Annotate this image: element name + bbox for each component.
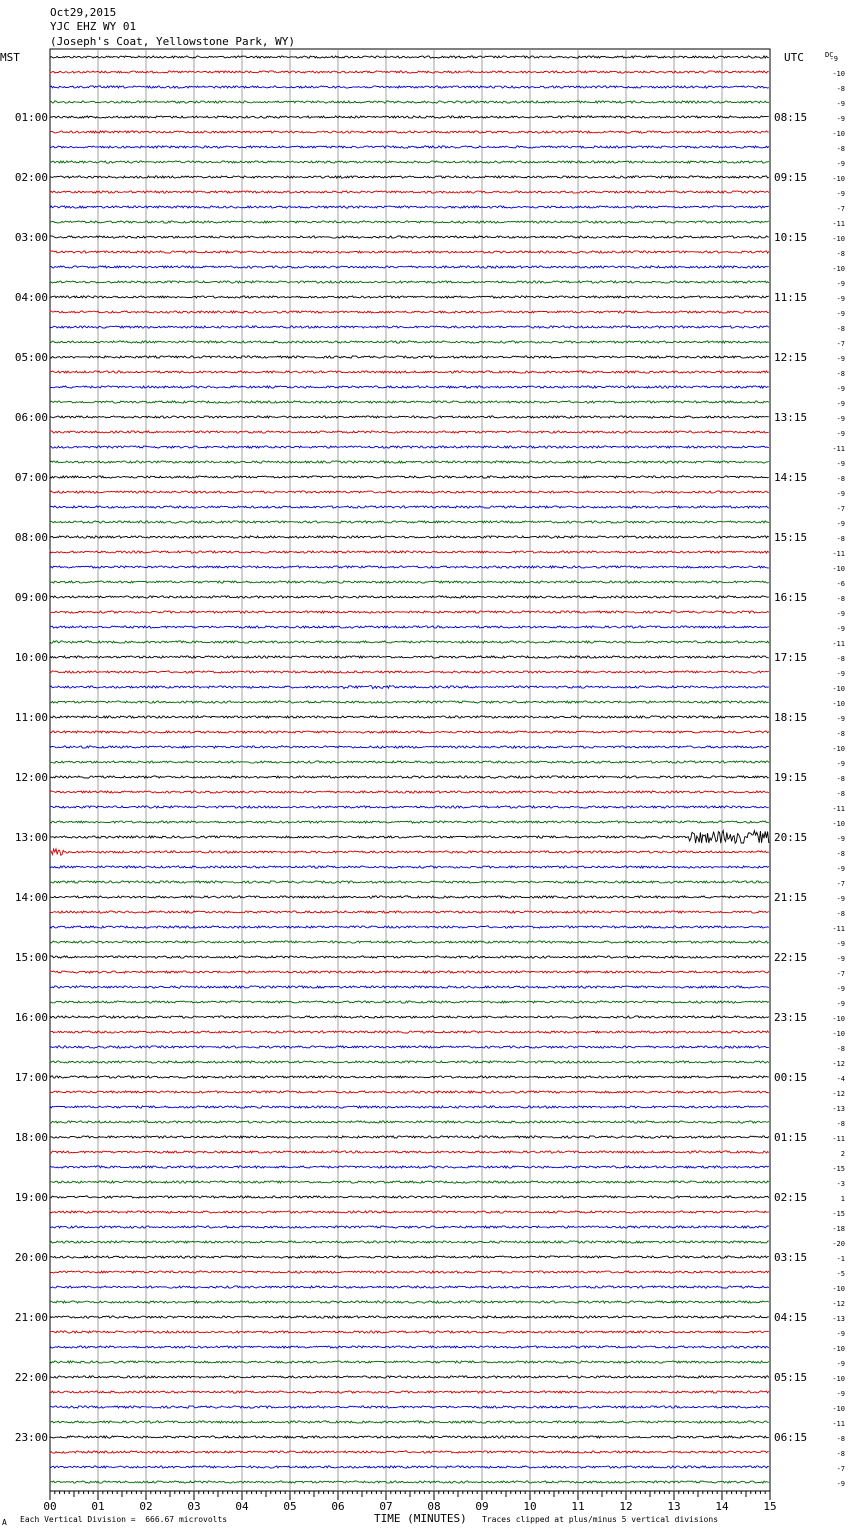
seismic-trace bbox=[50, 116, 769, 118]
x-tick-label: 13 bbox=[667, 1500, 681, 1513]
seismic-trace bbox=[50, 146, 769, 148]
dc-offset-label: -11 bbox=[832, 805, 845, 813]
mst-hour-label: 09:00 bbox=[14, 591, 48, 604]
x-tick-label: 03 bbox=[187, 1500, 201, 1513]
seismic-trace bbox=[50, 1001, 769, 1003]
dc-offset-label: -11 bbox=[832, 925, 845, 933]
dc-offset-label: -10 bbox=[832, 130, 845, 138]
utc-hour-label: 14:15 bbox=[774, 471, 808, 484]
seismic-trace bbox=[50, 911, 769, 913]
utc-hour-label: 21:15 bbox=[774, 891, 808, 904]
dc-offset-label: -9 bbox=[836, 625, 845, 633]
seismic-trace bbox=[50, 926, 769, 928]
seismic-trace bbox=[50, 521, 769, 523]
seismic-trace bbox=[50, 1016, 769, 1018]
dc-offset-label: -9 bbox=[836, 955, 845, 963]
x-tick-label: 09 bbox=[475, 1500, 489, 1513]
dc-offset-label: -11 bbox=[832, 445, 845, 453]
seismic-trace bbox=[50, 1436, 769, 1438]
dc-offset-label: -9 bbox=[836, 430, 845, 438]
dc-offset-label: -9 bbox=[836, 1000, 845, 1008]
utc-hour-label: 05:15 bbox=[774, 1371, 808, 1384]
seismic-trace bbox=[50, 941, 769, 943]
mst-hour-label: 08:00 bbox=[14, 531, 48, 544]
dc-offset-label: -7 bbox=[836, 505, 845, 513]
seismic-trace bbox=[50, 746, 769, 748]
seismic-trace bbox=[50, 386, 769, 388]
utc-hour-label: 10:15 bbox=[774, 231, 808, 244]
seismic-trace bbox=[50, 656, 769, 658]
seismic-trace bbox=[50, 281, 769, 283]
mst-hour-label: 23:00 bbox=[14, 1431, 48, 1444]
dc-offset-label: -8 bbox=[836, 85, 845, 93]
dc-offset-label: -8 bbox=[836, 1450, 845, 1458]
dc-offset-label: -8 bbox=[836, 850, 845, 858]
dc-offset-label: -15 bbox=[832, 1165, 845, 1173]
seismic-trace bbox=[50, 1061, 769, 1063]
mst-hour-label: 13:00 bbox=[14, 831, 48, 844]
dc-offset-label: -12 bbox=[832, 1060, 845, 1068]
seismic-trace bbox=[50, 881, 769, 883]
mst-hour-label: 19:00 bbox=[14, 1191, 48, 1204]
dc-offset-label: -10 bbox=[832, 1285, 845, 1293]
mst-hour-label: 20:00 bbox=[14, 1251, 48, 1264]
dc-offset-label: -9 bbox=[836, 385, 845, 393]
dc-offset-label: -9 bbox=[836, 355, 845, 363]
seismic-trace bbox=[50, 1121, 769, 1123]
dc-offset-label: -10 bbox=[832, 70, 845, 78]
seismic-trace bbox=[50, 101, 769, 103]
dc-offset-label: -9 bbox=[836, 460, 845, 468]
dc-offset-label: -13 bbox=[832, 1315, 845, 1323]
dc-offset-label: -9 bbox=[836, 1480, 845, 1488]
seismic-trace bbox=[50, 1091, 769, 1093]
dc-offset-label: -9 bbox=[836, 490, 845, 498]
dc-offset-label: -11 bbox=[832, 220, 845, 228]
dc-offset-label: -10 bbox=[832, 1345, 845, 1353]
mst-hour-label: 22:00 bbox=[14, 1371, 48, 1384]
dc-offset-label: -12 bbox=[832, 1090, 845, 1098]
dc-offset-label: -4 bbox=[836, 1075, 845, 1083]
seismic-trace bbox=[50, 581, 769, 583]
dc-offset-label: -7 bbox=[836, 880, 845, 888]
dc-offset-label: -8 bbox=[836, 730, 845, 738]
seismic-trace bbox=[50, 831, 769, 844]
dc-offset-label: -9 bbox=[829, 55, 838, 63]
seismic-trace bbox=[50, 849, 769, 856]
x-tick-label: 01 bbox=[91, 1500, 105, 1513]
seismic-trace bbox=[50, 776, 769, 778]
seismic-trace bbox=[50, 761, 769, 763]
seismic-trace bbox=[50, 416, 769, 418]
dc-offset-label: 2 bbox=[840, 1150, 845, 1158]
utc-hour-label: 12:15 bbox=[774, 351, 808, 364]
seismic-trace bbox=[50, 296, 769, 298]
seismic-trace bbox=[50, 506, 769, 508]
seismic-trace bbox=[50, 1421, 769, 1423]
seismic-trace bbox=[50, 701, 769, 703]
seismic-trace bbox=[50, 461, 769, 463]
seismic-trace bbox=[50, 626, 769, 628]
dc-offset-label: -9 bbox=[836, 400, 845, 408]
utc-hour-label: 13:15 bbox=[774, 411, 808, 424]
mst-hour-label: 01:00 bbox=[14, 111, 48, 124]
seismic-trace bbox=[50, 1451, 769, 1453]
dc-offset-label: -11 bbox=[832, 640, 845, 648]
utc-hour-label: 16:15 bbox=[774, 591, 808, 604]
dc-offset-label: -9 bbox=[836, 280, 845, 288]
dc-offset-label: -10 bbox=[832, 700, 845, 708]
utc-hour-label: 08:15 bbox=[774, 111, 808, 124]
x-tick-label: 12 bbox=[619, 1500, 633, 1513]
seismic-trace bbox=[50, 56, 769, 58]
mst-hour-label: 05:00 bbox=[14, 351, 48, 364]
seismic-trace bbox=[50, 1301, 769, 1303]
seismic-trace bbox=[50, 1106, 769, 1108]
seismic-trace bbox=[50, 401, 769, 403]
x-tick-label: 00 bbox=[43, 1500, 57, 1513]
seismic-trace bbox=[50, 596, 769, 598]
right-timezone-label: UTC bbox=[784, 51, 804, 64]
seismic-trace bbox=[50, 551, 769, 553]
plot-date: Oct29,2015 bbox=[50, 6, 117, 19]
dc-offset-label: -8 bbox=[836, 145, 845, 153]
mst-hour-label: 04:00 bbox=[14, 291, 48, 304]
dc-offset-label: -12 bbox=[832, 1300, 845, 1308]
seismic-trace bbox=[50, 161, 769, 163]
mst-hour-label: 03:00 bbox=[14, 231, 48, 244]
x-tick-label: 11 bbox=[571, 1500, 585, 1513]
seismic-trace bbox=[50, 1271, 769, 1273]
seismic-trace bbox=[50, 1196, 769, 1198]
x-tick-label: 10 bbox=[523, 1500, 537, 1513]
utc-hour-label: 04:15 bbox=[774, 1311, 808, 1324]
dc-offset-label: -9 bbox=[836, 1330, 845, 1338]
dc-offset-label: -9 bbox=[836, 295, 845, 303]
x-tick-label: 05 bbox=[283, 1500, 297, 1513]
utc-hour-label: 11:15 bbox=[774, 291, 808, 304]
x-tick-label: 07 bbox=[379, 1500, 393, 1513]
seismic-trace bbox=[50, 1391, 769, 1393]
seismic-trace bbox=[50, 566, 769, 568]
seismic-trace bbox=[50, 1076, 769, 1078]
mst-hour-label: 16:00 bbox=[14, 1011, 48, 1024]
seismic-trace bbox=[50, 791, 769, 793]
dc-offset-label: -8 bbox=[836, 595, 845, 603]
dc-offset-label: -8 bbox=[836, 370, 845, 378]
utc-hour-label: 01:15 bbox=[774, 1131, 808, 1144]
corner-mark: A bbox=[2, 1518, 7, 1527]
dc-offset-label: -9 bbox=[836, 610, 845, 618]
dc-offset-label: -10 bbox=[832, 565, 845, 573]
utc-hour-label: 20:15 bbox=[774, 831, 808, 844]
dc-offset-label: -11 bbox=[832, 1135, 845, 1143]
seismic-trace bbox=[50, 1256, 769, 1258]
seismic-trace bbox=[50, 251, 769, 253]
dc-offset-label: -8 bbox=[836, 910, 845, 918]
dc-offset-label: -8 bbox=[836, 535, 845, 543]
dc-offset-label: -8 bbox=[836, 655, 845, 663]
seismic-trace bbox=[50, 896, 769, 898]
seismic-trace bbox=[50, 371, 769, 373]
dc-offset-label: -7 bbox=[836, 1465, 845, 1473]
seismic-trace bbox=[50, 176, 769, 178]
dc-offset-label: -10 bbox=[832, 820, 845, 828]
seismic-trace bbox=[50, 1166, 769, 1168]
seismic-trace bbox=[50, 1316, 769, 1318]
dc-offset-label: -13 bbox=[832, 1105, 845, 1113]
mst-hour-label: 07:00 bbox=[14, 471, 48, 484]
seismic-trace bbox=[50, 671, 769, 673]
dc-offset-label: -11 bbox=[832, 1420, 845, 1428]
dc-offset-label: -9 bbox=[836, 520, 845, 528]
seismic-trace bbox=[50, 206, 769, 208]
seismic-trace bbox=[50, 866, 769, 868]
left-timezone-label: MST bbox=[0, 51, 20, 64]
seismic-trace bbox=[50, 326, 769, 328]
dc-offset-label: -10 bbox=[832, 175, 845, 183]
seismic-trace bbox=[50, 1136, 769, 1138]
seismic-trace bbox=[50, 986, 769, 988]
dc-offset-label: -7 bbox=[836, 970, 845, 978]
seismic-trace bbox=[50, 341, 769, 343]
seismic-trace bbox=[50, 1211, 769, 1213]
dc-offset-label: -10 bbox=[832, 265, 845, 273]
dc-offset-label: -9 bbox=[836, 160, 845, 168]
seismic-trace bbox=[50, 311, 769, 313]
dc-offset-label: -10 bbox=[832, 1030, 845, 1038]
mst-hour-label: 21:00 bbox=[14, 1311, 48, 1324]
station-id: YJC EHZ WY 01 bbox=[50, 20, 137, 33]
utc-hour-label: 22:15 bbox=[774, 951, 808, 964]
seismic-trace bbox=[50, 1361, 769, 1363]
dc-offset-label: -9 bbox=[836, 1360, 845, 1368]
x-axis-label: TIME (MINUTES) bbox=[374, 1512, 467, 1525]
seismic-trace bbox=[50, 1406, 769, 1408]
seismic-trace bbox=[50, 131, 769, 133]
seismic-trace bbox=[50, 1151, 769, 1153]
dc-offset-label: -3 bbox=[836, 1180, 845, 1188]
seismic-trace bbox=[50, 86, 769, 88]
dc-offset-label: -9 bbox=[836, 715, 845, 723]
dc-offset-label: -8 bbox=[836, 250, 845, 258]
seismic-trace bbox=[50, 446, 769, 448]
x-tick-label: 06 bbox=[331, 1500, 345, 1513]
seismic-trace bbox=[50, 191, 769, 193]
seismic-trace bbox=[50, 71, 769, 73]
dc-offset-label: 1 bbox=[840, 1195, 845, 1203]
scale-note: Each Vertical Division = 666.67 microvolts bbox=[20, 1515, 228, 1524]
seismic-trace bbox=[50, 641, 769, 643]
mst-hour-label: 15:00 bbox=[14, 951, 48, 964]
x-tick-label: 08 bbox=[427, 1500, 441, 1513]
seismic-trace bbox=[50, 536, 769, 538]
x-tick-label: 04 bbox=[235, 1500, 249, 1513]
utc-hour-label: 02:15 bbox=[774, 1191, 808, 1204]
dc-offset-label: -9 bbox=[836, 985, 845, 993]
seismic-trace bbox=[50, 221, 769, 223]
seismic-trace bbox=[50, 821, 769, 823]
dc-offset-label: -10 bbox=[832, 1405, 845, 1413]
dc-offset-label: -9 bbox=[836, 1390, 845, 1398]
dc-offset-label: -9 bbox=[836, 895, 845, 903]
seismic-trace bbox=[50, 1226, 769, 1228]
dc-offset-label: -9 bbox=[836, 190, 845, 198]
seismic-trace bbox=[50, 731, 769, 733]
dc-offset-label: -8 bbox=[836, 1120, 845, 1128]
seismic-trace bbox=[50, 1241, 769, 1243]
dc-offset-label: -10 bbox=[832, 685, 845, 693]
dc-offset-label: -9 bbox=[836, 760, 845, 768]
seismic-trace bbox=[50, 1031, 769, 1033]
x-tick-label: 15 bbox=[763, 1500, 777, 1513]
dc-offset-label: -8 bbox=[836, 1045, 845, 1053]
seismic-trace bbox=[50, 1481, 769, 1483]
seismic-trace bbox=[50, 956, 769, 958]
mst-hour-label: 12:00 bbox=[14, 771, 48, 784]
dc-offset-label: -7 bbox=[836, 340, 845, 348]
dc-offset-label: -9 bbox=[836, 670, 845, 678]
dc-offset-label: -10 bbox=[832, 745, 845, 753]
mst-hour-label: 18:00 bbox=[14, 1131, 48, 1144]
seismic-trace bbox=[50, 1286, 769, 1288]
dc-offset-label: -9 bbox=[836, 115, 845, 123]
dc-offset-label: -8 bbox=[836, 475, 845, 483]
seismic-trace bbox=[50, 491, 769, 493]
dc-offset-label: -9 bbox=[836, 310, 845, 318]
utc-hour-label: 18:15 bbox=[774, 711, 808, 724]
seismic-trace bbox=[50, 1376, 769, 1378]
utc-hour-label: 00:15 bbox=[774, 1071, 808, 1084]
mst-hour-label: 14:00 bbox=[14, 891, 48, 904]
dc-offset-label: -15 bbox=[832, 1210, 845, 1218]
mst-hour-label: 11:00 bbox=[14, 711, 48, 724]
dc-offset-label: -18 bbox=[832, 1225, 845, 1233]
dc-offset-label: -7 bbox=[836, 205, 845, 213]
x-tick-label: 14 bbox=[715, 1500, 729, 1513]
dc-offset-label: -20 bbox=[832, 1240, 845, 1248]
seismic-trace bbox=[50, 1181, 769, 1183]
seismic-trace bbox=[50, 806, 769, 808]
seismic-trace bbox=[50, 1331, 769, 1333]
dc-offset-label: -9 bbox=[836, 865, 845, 873]
x-tick-label: 02 bbox=[139, 1500, 153, 1513]
plot-frame bbox=[50, 49, 770, 1491]
seismic-trace bbox=[50, 971, 769, 973]
utc-hour-label: 03:15 bbox=[774, 1251, 808, 1264]
utc-hour-label: 19:15 bbox=[774, 771, 808, 784]
seismic-trace bbox=[50, 1346, 769, 1348]
mst-hour-label: 02:00 bbox=[14, 171, 48, 184]
utc-hour-label: 17:15 bbox=[774, 651, 808, 664]
dc-offset-label: -1 bbox=[836, 1255, 845, 1263]
dc-offset-label: -10 bbox=[832, 235, 845, 243]
mst-hour-label: 06:00 bbox=[14, 411, 48, 424]
seismic-trace bbox=[50, 716, 769, 718]
mst-hour-label: 10:00 bbox=[14, 651, 48, 664]
dc-offset-label: -10 bbox=[832, 1015, 845, 1023]
seismic-trace bbox=[50, 1046, 769, 1048]
dc-offset-label: -9 bbox=[836, 100, 845, 108]
utc-hour-label: 09:15 bbox=[774, 171, 808, 184]
dc-offset-label: -8 bbox=[836, 1435, 845, 1443]
dc-offset-label: -6 bbox=[836, 580, 845, 588]
utc-hour-label: 06:15 bbox=[774, 1431, 808, 1444]
dc-offset-label: -9 bbox=[836, 940, 845, 948]
seismic-trace bbox=[50, 476, 769, 478]
station-location: (Joseph's Coat, Yellowstone Park, WY) bbox=[50, 35, 296, 48]
utc-hour-label: 23:15 bbox=[774, 1011, 808, 1024]
dc-offset-label: -9 bbox=[836, 415, 845, 423]
utc-hour-label: 15:15 bbox=[774, 531, 808, 544]
dc-offset-label: -10 bbox=[832, 1375, 845, 1383]
dc-label: DC bbox=[825, 51, 834, 59]
dc-offset-label: -9 bbox=[836, 835, 845, 843]
seismic-trace bbox=[50, 686, 769, 689]
dc-offset-label: -8 bbox=[836, 790, 845, 798]
dc-offset-label: -11 bbox=[832, 550, 845, 558]
seismic-trace bbox=[50, 356, 769, 358]
seismic-trace bbox=[50, 431, 769, 433]
mst-hour-label: 17:00 bbox=[14, 1071, 48, 1084]
seismic-trace bbox=[50, 236, 769, 238]
dc-offset-label: -8 bbox=[836, 775, 845, 783]
seismic-trace bbox=[50, 611, 769, 613]
dc-offset-label: -5 bbox=[836, 1270, 845, 1278]
seismic-trace bbox=[50, 1466, 769, 1468]
dc-offset-label: -8 bbox=[836, 325, 845, 333]
seismic-trace bbox=[50, 266, 769, 268]
clip-note: Traces clipped at plus/minus 5 vertical divisions bbox=[482, 1515, 719, 1524]
